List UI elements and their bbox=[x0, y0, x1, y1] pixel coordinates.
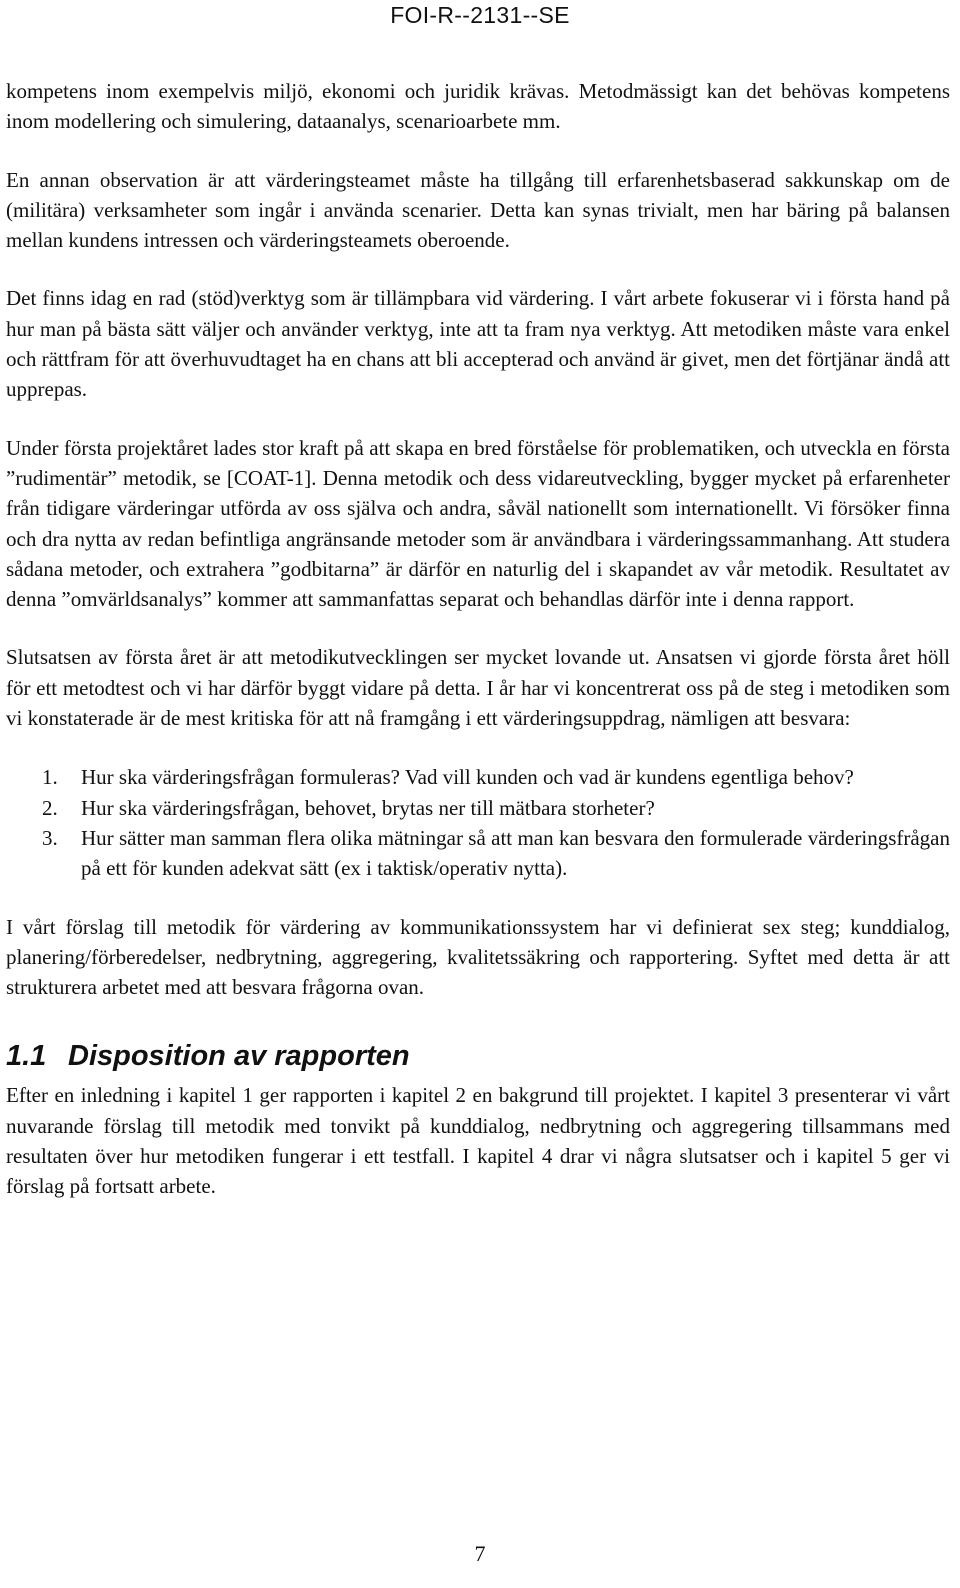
document-body bbox=[6, 76, 950, 1202]
page-number: 7 bbox=[474, 1541, 486, 1566]
report-code-header: FOI-R--2131--SE bbox=[390, 2, 570, 28]
list-item-number: 3. bbox=[42, 825, 58, 850]
list-item bbox=[6, 823, 950, 884]
list-item-number: 2. bbox=[42, 795, 58, 820]
list-item-text: Hur ska värderingsfrågan formuleras? Vad vill kunden och vad är kundens egentliga behov? bbox=[81, 765, 854, 790]
list-item-text: Hur ska värderingsfrågan, behovet, brytas ner till mätbara storheter? bbox=[81, 795, 655, 820]
paragraph-method-steps: I vårt förslag till metodik för värdering av kommunikationssystem har vi definierat sex steg; kunddialog, planering/förberedelser, nedbrytning, aggregering, kvalitetssäkring och rapportering. Syftet med detta är att strukturera arbetet med att besvara frågorna ovan. bbox=[6, 914, 950, 1000]
paragraph-disposition: Efter en inledning i kapitel 1 ger rapporten i kapitel 2 en bakgrund till projektet. I kapitel 3 presenterar vi vårt nuvarande förslag till metodik med tonvikt på kunddialog, nedbrytning och aggregering tillsammans med resultaten över hur metodiken fungerar i ett testfall. I kapitel 4 drar vi några slutsatser och i kapitel 5 ger vi förslag på fortsatt arbete. bbox=[6, 1083, 950, 1199]
list-item-text: Hur sätter man samman flera olika mätningar så att man kan besvara den formulerade värderingsfrågan på ett för kunden adekvat sätt (ex i taktisk/operativ nytta). bbox=[81, 825, 950, 881]
question-list bbox=[6, 762, 950, 883]
list-item bbox=[6, 793, 950, 823]
paragraph-observation: En annan observation är att värderingsteamet måste ha tillgång till erfarenhetsbaserad sakkunskap om de (militära) verksamheter som ingår i använda scenarier. Detta kan synas trivialt, men har bäring på balansen mellan kundens intressen och värderingsteamets oberoende. bbox=[6, 167, 950, 253]
section-number: 1.1 bbox=[6, 1040, 47, 1073]
section-title: Disposition av rapporten bbox=[68, 1040, 410, 1073]
paragraph-competence: kompetens inom exempelvis miljö, ekonomi och juridik krävas. Metodmässigt kan det behövas kompetens inom modellering och simulering, dataanalys, scenarioarbete mm. bbox=[6, 79, 950, 134]
list-item bbox=[6, 762, 950, 792]
paragraph-conclusion: Slutsatsen av första året är att metodikutvecklingen ser mycket lovande ut. Ansatsen vi gjorde första året höll för ett metodtest och vi har därför byggt vidare på detta. I år har vi koncentrerat oss på de steg i metodiken som vi konstaterade är de mest kritiska för att nå framgång i ett värderingsuppdrag, nämligen att besvara: bbox=[6, 645, 950, 731]
paragraph-first-year: Under första projektåret lades stor kraft på att skapa en bred förståelse för problematiken, och utveckla en första ”rudimentär” metodik, se [COAT-1]. Denna metodik och dess vidareutveckling, bygger mycket på erfarenheter från tidigare värderingar utförda av oss själva och andra, såväl nationellt som internationellt. Vi försöker finna och dra nytta av redan befintliga angränsande metoder som är användbara i värderingssammanhang. Att studera sådana metoder, och extrahera ”godbitarna” är därför en naturlig del i skapandet av vår metodik. Resultatet av denna ”omvärldsanalys” kommer att sammanfattas separat och behandlas därför inte i denna rapport. bbox=[6, 435, 950, 612]
paragraph-tools: Det finns idag en rad (stöd)verktyg som är tillämpbara vid värdering. I vårt arbete fokuserar vi i första hand på hur man på bästa sätt väljer och använder verktyg, inte att ta fram nya verktyg. Att metodiken måste vara enkel och rättfram för att överhuvudtaget ha en chans att bli accepterad och använd är givet, men det förtjänar ändå att upprepas. bbox=[6, 286, 950, 402]
list-item-number: 1. bbox=[42, 765, 58, 790]
section-heading bbox=[6, 1038, 950, 1074]
